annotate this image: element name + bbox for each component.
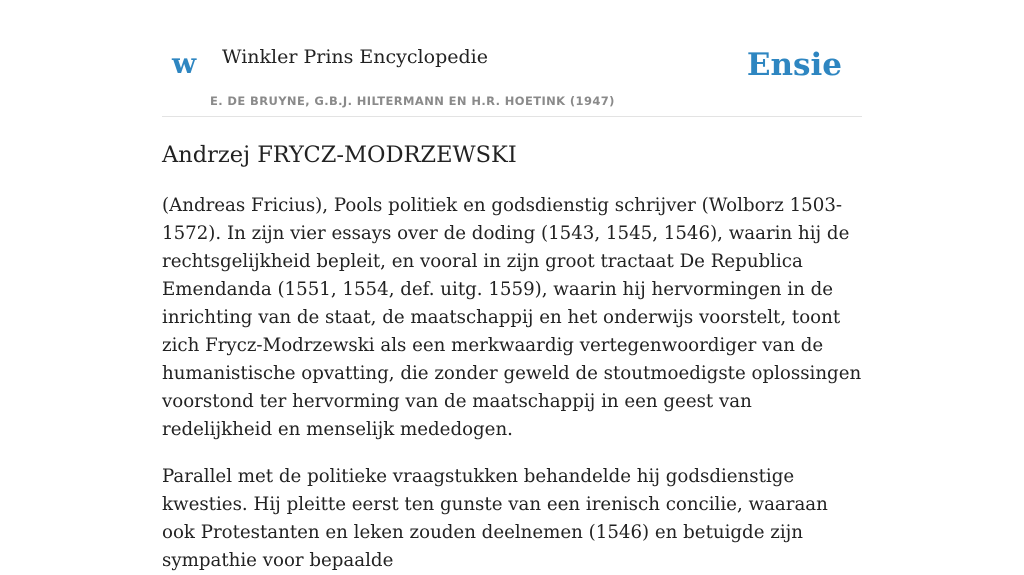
brand-logo[interactable]: Ensie: [746, 47, 842, 83]
article-paragraph: (Andreas Fricius), Pools politiek en godsdienstig schrijver (Wolborz 1503-1572). In zijn vier essays over de doding (1543, 1545, 1546), waarin hij de rechtsgelijkheid bepleit, en vooral in zijn groot tractaat De Republica Emendanda (1551, 1554, def. uitg. 1559), waarin hij hervormingen in de inrichting van de staat, de maatschappij en het onderwijs voorstelt, toont zich Frycz-Modrzewski als een merkwaardig vertegenwoordiger van de humanistische opvatting, die zonder geweld de stoutmoedigste oplossingen voorstond ter hervorming van de maatschappij in een geest van redelijkheid en menselijk mededogen.: [162, 195, 862, 440]
publication-logo[interactable]: w: [172, 47, 197, 80]
article-body: [162, 192, 862, 575]
publication-title[interactable]: Winkler Prins Encyclopedie: [222, 46, 488, 68]
article-paragraph: Parallel met de politieke vraagstukken behandelde hij godsdienstige kwesties. Hij pleitte eerst ten gunste van een irenisch concilie, waaraan ook Protestanten en leken zouden deelnemen (1546) en betuigde zijn sympathie voor bepaalde: [162, 466, 828, 571]
publication-authors: E. DE BRUYNE, G.B.J. HILTERMANN EN H.R. HOETINK (1947): [210, 94, 615, 108]
article: [162, 138, 862, 575]
site-header: [162, 0, 862, 117]
article-title: Andrzej FRYCZ-MODRZEWSKI: [162, 142, 517, 168]
